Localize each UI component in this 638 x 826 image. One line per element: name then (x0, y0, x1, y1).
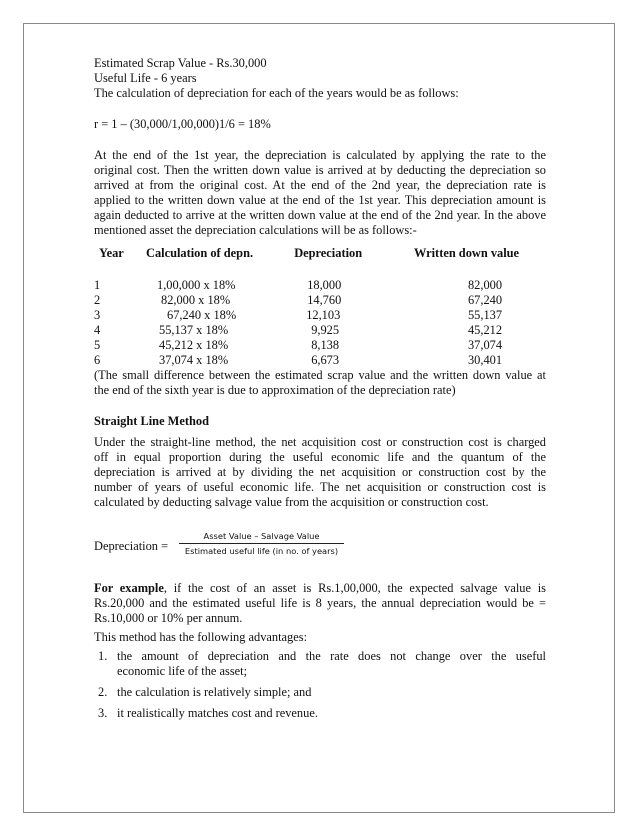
paragraph-line: At the end of the 1st year, the depreciation is calculated by applying the rate to the (94, 148, 546, 162)
example-text: , if the cost of an asset is Rs.1,00,000, the expected salvage value is (163, 581, 546, 595)
cell-year: 5 (94, 338, 101, 352)
paragraph-line: number of years of useful economic life. The net acquisition or construction cost is (94, 480, 546, 494)
rate-formula: r = 1 – (30,000/1,00,000)1/6 = 18% (94, 117, 271, 131)
cell-depreciation: 6,673 (311, 353, 340, 367)
formula-denominator: Estimated useful life (in no. of years) (184, 546, 339, 556)
paragraph-line: Under the straight-line method, the net acquisition cost or construction cost is charged (94, 435, 546, 449)
cell-depreciation: 9,925 (311, 323, 340, 337)
cell-year: 2 (94, 293, 101, 307)
approximation-note (94, 368, 546, 398)
cell-calculation: 82,000 x 18% (161, 293, 231, 307)
useful-life-line: Useful Life - 6 years (94, 71, 197, 85)
cell-calculation: 45,212 x 18% (159, 338, 229, 352)
list-item (94, 685, 546, 700)
advantages-intro: This method has the following advantages: (94, 630, 308, 644)
list-item (94, 706, 546, 721)
paragraph-line: original cost. Then the written down value is arrived at by deducting the depreciation so (94, 163, 546, 177)
header-year: Year (99, 246, 124, 260)
scrap-value-line: Estimated Scrap Value - Rs.30,000 (94, 56, 267, 70)
formula-numerator: Asset Value – Salvage Value (179, 531, 344, 544)
depreciation-formula (94, 531, 546, 561)
paragraph-line: off in equal proportion during the useful economic life and the quantum of the (94, 450, 546, 464)
cell-written-down-value: 45,212 (467, 323, 503, 337)
cell-written-down-value: 67,240 (467, 293, 503, 307)
section-heading: Straight Line Method (94, 414, 209, 428)
paragraph-straight-line (94, 435, 546, 510)
cell-depreciation: 18,000 (307, 278, 342, 292)
paragraph-written-down-value (94, 148, 546, 238)
cell-year: 4 (94, 323, 101, 337)
note-line: (The small difference between the estimated scrap value and the written down value at (94, 368, 546, 382)
paragraph-line: mentioned asset the depreciation calculations will be as follows:- (94, 223, 417, 237)
paragraph-line: again deducted to arrive at the written down value at the end of the 2nd year. In the above (94, 208, 546, 222)
table-row (94, 353, 546, 368)
example-line: Rs.20,000 and the estimated useful life is 8 years, the annual depreciation would be = (94, 596, 546, 610)
cell-year: 1 (94, 278, 101, 292)
cell-written-down-value: 82,000 (467, 278, 503, 292)
paragraph-line: depreciation is arrived at by dividing the net acquisition or construction cost by the (94, 465, 546, 479)
example-paragraph (94, 581, 546, 626)
list-number: 2. (98, 685, 108, 699)
cell-calculation: 37,074 x 18% (159, 353, 229, 367)
list-text: economic life of the asset; (117, 664, 248, 678)
paragraph-line: calculated by deducting salvage value from the acquisition or construction cost. (94, 495, 489, 509)
formula-fraction (179, 531, 344, 557)
cell-calculation: 1,00,000 x 18% (157, 278, 236, 292)
formula-lhs: Depreciation = (94, 539, 169, 553)
paragraph-line: arrived at from the original cost. At the end of the 2nd year, the depreciation rate is (94, 178, 546, 192)
example-line (94, 581, 546, 596)
cell-written-down-value: 55,137 (467, 308, 503, 322)
table-row (94, 308, 546, 323)
header-written-down-value: Written down value (413, 246, 520, 260)
cell-depreciation: 12,103 (306, 308, 341, 322)
cell-depreciation: 14,760 (307, 293, 342, 307)
example-lead: For example (94, 581, 164, 595)
header-calculation: Calculation of depn. (146, 246, 254, 260)
cell-year: 3 (94, 308, 101, 322)
page-content (94, 56, 546, 727)
table-header-row (94, 246, 546, 262)
list-number: 1. (98, 649, 108, 663)
cell-calculation: 55,137 x 18% (159, 323, 229, 337)
table-row (94, 323, 546, 338)
cell-written-down-value: 30,401 (467, 353, 503, 367)
advantages-list (94, 649, 546, 721)
list-text: it realistically matches cost and revenue. (117, 706, 318, 720)
paragraph-line: applied to the written down value at the end of the 1st year. This depreciation amount is (94, 193, 546, 207)
header-depreciation: Depreciation (294, 246, 363, 260)
depreciation-table (94, 246, 546, 368)
list-text: the calculation is relatively simple; and (117, 685, 312, 699)
table-row (94, 338, 546, 353)
note-line: the end of the sixth year is due to approximation of the depreciation rate) (94, 383, 456, 397)
cell-year: 6 (94, 353, 101, 367)
list-number: 3. (98, 706, 108, 720)
cell-calculation: 67,240 x 18% (167, 308, 237, 322)
list-item (94, 649, 546, 679)
list-text: the amount of depreciation and the rate does not change over the useful (117, 649, 546, 663)
table-row (94, 278, 546, 293)
table-row (94, 293, 546, 308)
cell-depreciation: 8,138 (311, 338, 340, 352)
cell-written-down-value: 37,074 (467, 338, 503, 352)
calculation-intro-line: The calculation of depreciation for each of the years would be as follows: (94, 86, 459, 100)
example-line: Rs.10,000 or 10% per annum. (94, 611, 243, 625)
